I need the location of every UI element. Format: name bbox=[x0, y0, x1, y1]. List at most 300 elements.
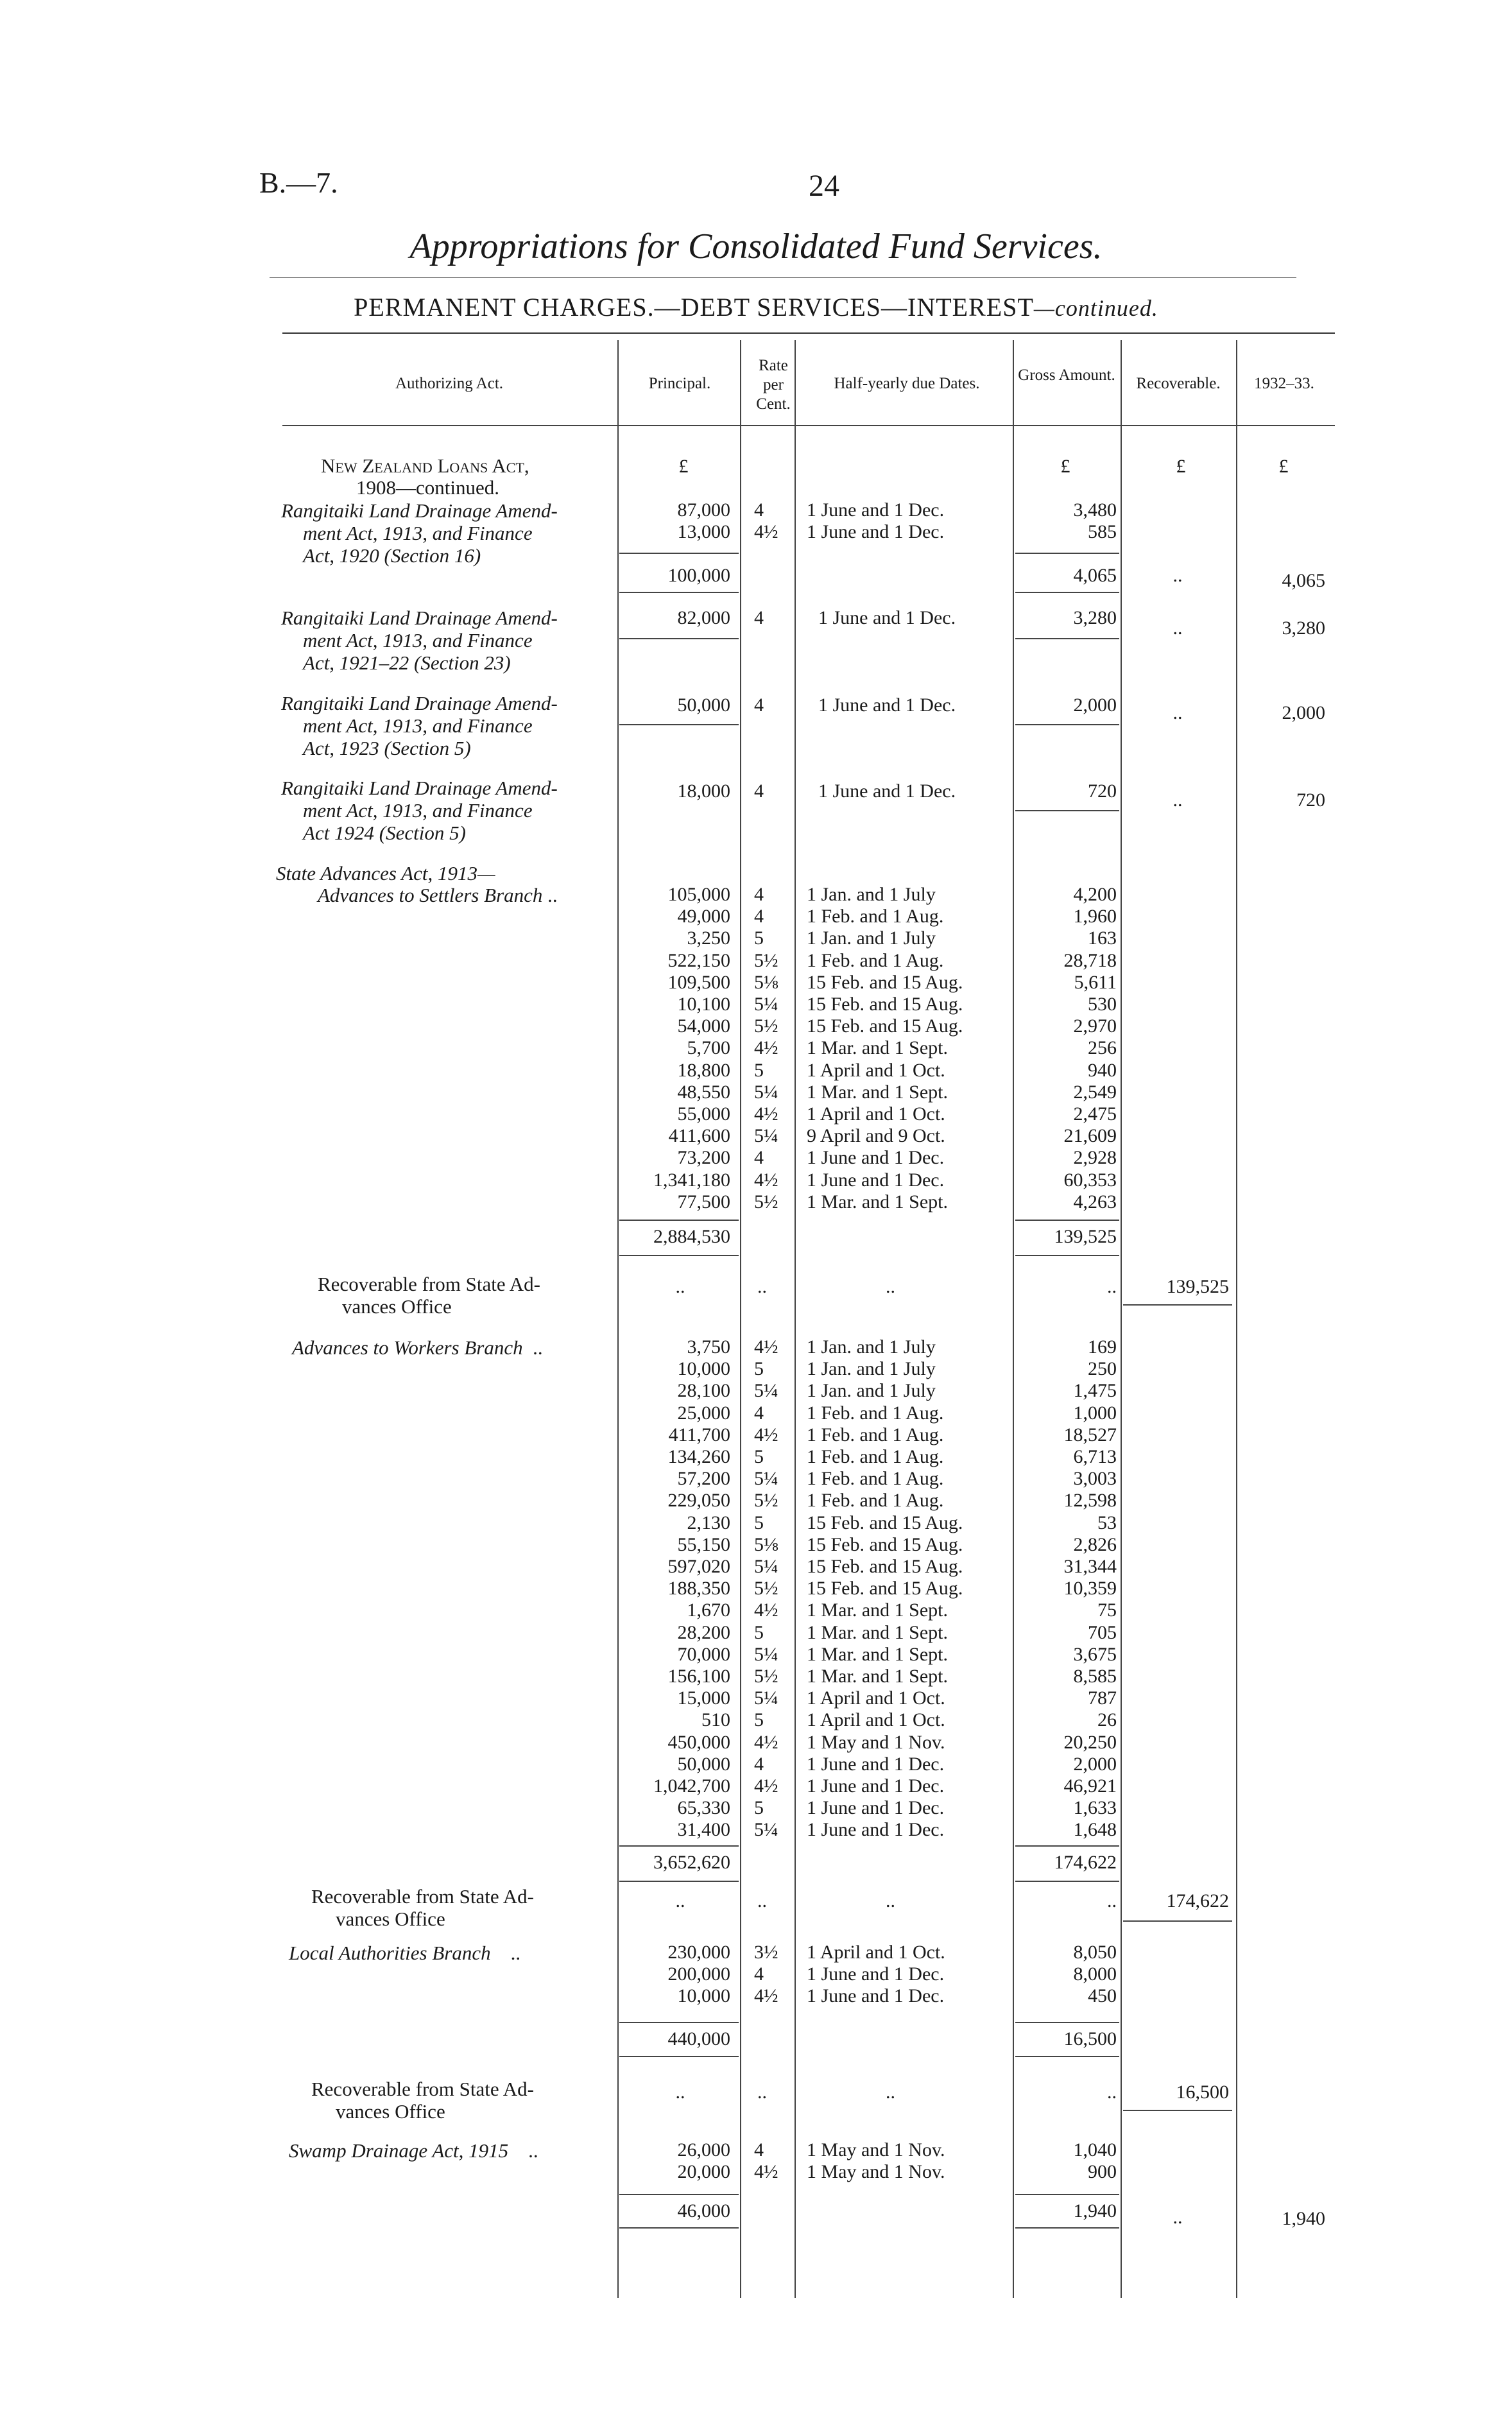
subtotal-rule bbox=[619, 553, 739, 554]
gross-amount: 75 bbox=[1097, 1600, 1117, 1621]
gross-amount: 1,648 bbox=[1073, 1819, 1117, 1841]
gross-amount: 8,585 bbox=[1073, 1666, 1117, 1687]
workers-branch-text: Advances to Workers Branch bbox=[292, 1336, 523, 1359]
due-dates: 1 April and 1 Oct. bbox=[807, 1103, 945, 1125]
gross-amount: 1,633 bbox=[1073, 1797, 1117, 1819]
dates-dots: .. bbox=[886, 1890, 895, 1911]
table-row bbox=[0, 1963, 1512, 1985]
principal: 55,150 bbox=[677, 1533, 730, 1555]
table-row bbox=[0, 1402, 1512, 1424]
principal-dots: .. bbox=[675, 1890, 685, 1911]
gross-amount: 3,675 bbox=[1073, 1643, 1117, 1665]
gross-amount: 5,611 bbox=[1074, 971, 1117, 993]
due-dates: 1 Jan. and 1 July bbox=[807, 884, 936, 905]
due-dates: 1 Mar. and 1 Sept. bbox=[807, 1191, 948, 1212]
subtitle-continued: —continued. bbox=[1033, 295, 1158, 321]
rate: 4½ bbox=[754, 1600, 778, 1621]
rate: 5 bbox=[754, 1446, 764, 1467]
principal: 50,000 bbox=[677, 1753, 730, 1775]
currency-recoverable: £ bbox=[1176, 456, 1186, 477]
subtotal-rule bbox=[1015, 553, 1119, 554]
gross-amount: 720 bbox=[1088, 780, 1117, 802]
due-dates: 1 Jan. and 1 July bbox=[807, 1336, 936, 1358]
principal: 49,000 bbox=[677, 906, 730, 927]
label-line: Rangitaiki Land Drainage Amend- bbox=[281, 692, 558, 714]
due-dates: 1 Feb. and 1 Aug. bbox=[807, 949, 944, 971]
due-dates: 1 Jan. and 1 July bbox=[807, 927, 936, 949]
gross-amount: 250 bbox=[1088, 1358, 1117, 1380]
gross-amount: 2,475 bbox=[1073, 1103, 1117, 1125]
table-row bbox=[0, 1622, 1512, 1644]
principal: 73,200 bbox=[677, 1147, 730, 1169]
rate: 5¼ bbox=[754, 1819, 778, 1841]
dates-dots: .. bbox=[886, 2082, 895, 2103]
gross-amount: 2,928 bbox=[1073, 1147, 1117, 1169]
gross-amount: 787 bbox=[1088, 1687, 1117, 1709]
principal: 18,800 bbox=[677, 1059, 730, 1081]
rate: 5 bbox=[754, 927, 764, 949]
subtotal-rule bbox=[1015, 2056, 1119, 2057]
rangitaiki-1920-total bbox=[0, 565, 1512, 591]
principal: 65,330 bbox=[677, 1797, 730, 1819]
subtotal-rule bbox=[1015, 592, 1119, 593]
col-head-recoverable: Recoverable. bbox=[1136, 375, 1221, 392]
gross-amount: 46,921 bbox=[1063, 1775, 1117, 1797]
due-dates: 15 Feb. and 15 Aug. bbox=[807, 1512, 963, 1533]
table-row bbox=[0, 1424, 1512, 1446]
rate: 4 bbox=[754, 1402, 764, 1424]
table-row bbox=[0, 521, 1512, 543]
table-row bbox=[0, 1709, 1512, 1731]
table-row bbox=[0, 1819, 1512, 1841]
year-amount: 3,280 bbox=[1282, 617, 1325, 639]
table-row bbox=[0, 2139, 1512, 2161]
due-dates: 1 June and 1 Dec. bbox=[818, 607, 956, 628]
table-row bbox=[0, 1775, 1512, 1797]
table-row bbox=[0, 1125, 1512, 1147]
subtotal-rule bbox=[1015, 638, 1119, 639]
gross-amount: 28,718 bbox=[1063, 949, 1117, 971]
due-dates: 1 Feb. and 1 Aug. bbox=[807, 1468, 944, 1490]
gross-amount: 2,826 bbox=[1073, 1533, 1117, 1555]
principal: 10,100 bbox=[677, 994, 730, 1015]
due-dates: 1 June and 1 Dec. bbox=[807, 1147, 945, 1169]
rate: 5½ bbox=[754, 1578, 778, 1600]
rate: 5 bbox=[754, 1797, 764, 1819]
leader-dots: .. bbox=[547, 884, 558, 906]
principal: 188,350 bbox=[667, 1578, 730, 1600]
principal: 18,000 bbox=[677, 780, 730, 802]
due-dates: 1 Jan. and 1 July bbox=[807, 1358, 936, 1380]
page-number: 24 bbox=[809, 169, 839, 203]
rate: 4½ bbox=[754, 521, 778, 542]
principal: 1,341,180 bbox=[653, 1169, 730, 1191]
principal: 31,400 bbox=[677, 1819, 730, 1841]
subtotal-rule bbox=[619, 2022, 739, 2023]
principal: 450,000 bbox=[667, 1731, 730, 1753]
due-dates: 1 June and 1 Dec. bbox=[807, 1775, 945, 1797]
table-row bbox=[0, 1942, 1512, 1963]
gross-amount: 8,000 bbox=[1073, 1963, 1117, 1985]
settlers-total-row bbox=[0, 1226, 1512, 1248]
gross-amount: 585 bbox=[1088, 521, 1117, 542]
subtitle-text: PERMANENT CHARGES.—DEBT SERVICES—INTEREST bbox=[354, 293, 1034, 322]
currency-principal: £ bbox=[678, 456, 689, 477]
table-row bbox=[0, 884, 1512, 906]
gross-amount: 10,359 bbox=[1063, 1578, 1117, 1600]
rate: 5 bbox=[754, 1709, 764, 1731]
gross-amount: 1,475 bbox=[1073, 1380, 1117, 1402]
rate-dots: .. bbox=[757, 1276, 767, 1297]
principal: 156,100 bbox=[667, 1666, 730, 1687]
rate: 5 bbox=[754, 1358, 764, 1380]
principal: 3,250 bbox=[687, 927, 730, 949]
gross-amount: 530 bbox=[1088, 994, 1117, 1015]
principal: 15,000 bbox=[677, 1687, 730, 1709]
settlers-branch-text: Advances to Settlers Branch bbox=[318, 884, 543, 906]
principal: 597,020 bbox=[667, 1556, 730, 1577]
due-dates: 1 June and 1 Dec. bbox=[807, 521, 945, 542]
due-dates: 1 April and 1 Oct. bbox=[807, 1942, 945, 1963]
subtotal-rule bbox=[1015, 1881, 1119, 1882]
nz-loans-act-continued: 1908—continued. bbox=[356, 476, 499, 499]
rate: 5¼ bbox=[754, 1125, 778, 1147]
subtotal-rule bbox=[619, 638, 739, 639]
rate: 4½ bbox=[754, 1424, 778, 1445]
principal: 411,700 bbox=[668, 1424, 730, 1445]
year-amount: 720 bbox=[1296, 789, 1325, 811]
total-gross: 139,525 bbox=[1054, 1226, 1117, 1247]
due-dates: 1 Feb. and 1 Aug. bbox=[807, 906, 944, 927]
principal: 10,000 bbox=[677, 1985, 730, 2006]
label-line: Act, 1920 (Section 16) bbox=[303, 544, 481, 567]
subtotal-rule bbox=[1123, 1920, 1232, 1922]
table-row bbox=[0, 1191, 1512, 1213]
subtotal-rule bbox=[1123, 2110, 1232, 2111]
due-dates: 1 Mar. and 1 Sept. bbox=[807, 1643, 948, 1665]
subtotal-rule bbox=[1015, 1845, 1119, 1847]
principal: 20,000 bbox=[677, 2161, 730, 2182]
due-dates: 1 Mar. and 1 Sept. bbox=[807, 1081, 948, 1103]
gross-amount: 940 bbox=[1088, 1059, 1117, 1081]
due-dates: 1 May and 1 Nov. bbox=[807, 2161, 945, 2182]
leader-dots: .. bbox=[510, 1942, 521, 1964]
table-row bbox=[0, 1797, 1512, 1819]
rate: 5 bbox=[754, 1059, 764, 1081]
table-row bbox=[0, 1512, 1512, 1534]
principal: 77,500 bbox=[677, 1191, 730, 1212]
local-recoverable-row bbox=[0, 2082, 1512, 2103]
table-row bbox=[0, 1468, 1512, 1490]
rate: 4 bbox=[754, 499, 764, 521]
principal: 230,000 bbox=[667, 1942, 730, 1963]
recoverable-amount: 139,525 bbox=[1166, 1276, 1229, 1297]
gross-amount: 1,040 bbox=[1073, 2139, 1117, 2160]
rate: 4½ bbox=[754, 1103, 778, 1125]
principal: 82,000 bbox=[677, 607, 730, 628]
rate: 5½ bbox=[754, 1015, 778, 1037]
rate: 5¼ bbox=[754, 1380, 778, 1402]
principal: 87,000 bbox=[677, 499, 730, 521]
col-head-rate: Rate per Cent. bbox=[756, 357, 791, 413]
principal: 109,500 bbox=[667, 971, 730, 993]
rate: 5½ bbox=[754, 949, 778, 971]
total-gross: 16,500 bbox=[1063, 2028, 1117, 2049]
workers-total-row bbox=[0, 1852, 1512, 1874]
table-row bbox=[0, 1358, 1512, 1380]
table-row bbox=[0, 1600, 1512, 1621]
total-year: 1,940 bbox=[1282, 2208, 1325, 2229]
label-line: Recoverable from State Ad- bbox=[318, 1273, 540, 1295]
rate: 4½ bbox=[754, 1985, 778, 2006]
page-title: Appropriations for Consolidated Fund Services. bbox=[409, 227, 1103, 266]
principal: 2,130 bbox=[687, 1512, 730, 1533]
recoverable-amount: 174,622 bbox=[1166, 1890, 1229, 1911]
gross-amount: 169 bbox=[1088, 1336, 1117, 1358]
gross-amount: 900 bbox=[1088, 2161, 1117, 2182]
principal: 411,600 bbox=[668, 1125, 730, 1147]
total-principal: 2,884,530 bbox=[653, 1226, 730, 1247]
local-authorities-text: Local Authorities Branch bbox=[289, 1942, 491, 1964]
due-dates: 1 June and 1 Dec. bbox=[818, 694, 956, 716]
principal: 5,700 bbox=[687, 1037, 730, 1059]
due-dates: 15 Feb. and 15 Aug. bbox=[807, 1533, 963, 1555]
leader-dots: .. bbox=[533, 1336, 543, 1359]
label-line: Rangitaiki Land Drainage Amend- bbox=[281, 607, 558, 629]
subtotal-rule bbox=[1015, 810, 1119, 811]
swamp-drainage-text: Swamp Drainage Act, 1915 bbox=[289, 2139, 509, 2162]
gross-amount: 3,480 bbox=[1073, 499, 1117, 521]
col-head-principal: Principal. bbox=[648, 375, 711, 392]
principal: 522,150 bbox=[667, 949, 730, 971]
table-row bbox=[0, 1687, 1512, 1709]
col-head-year: 1932–33. bbox=[1254, 375, 1314, 392]
due-dates: 1 Mar. and 1 Sept. bbox=[807, 1037, 948, 1059]
gross-amount: 705 bbox=[1088, 1621, 1117, 1643]
rate: 4 bbox=[754, 884, 764, 905]
total-principal: 440,000 bbox=[667, 2028, 730, 2049]
gross-amount: 3,003 bbox=[1073, 1468, 1117, 1490]
gross-amount: 8,050 bbox=[1073, 1942, 1117, 1963]
rate: 5¼ bbox=[754, 1081, 778, 1103]
label-line: Act, 1921–22 (Section 23) bbox=[303, 651, 511, 674]
due-dates: 15 Feb. and 15 Aug. bbox=[807, 1578, 963, 1600]
table-row bbox=[0, 994, 1512, 1015]
gross-amount: 21,609 bbox=[1063, 1125, 1117, 1147]
principal: 70,000 bbox=[677, 1643, 730, 1665]
principal: 1,670 bbox=[687, 1600, 730, 1621]
col-head-authorizing: Authorizing Act. bbox=[395, 375, 504, 392]
subtotal-rule bbox=[1015, 2022, 1119, 2023]
table-row bbox=[0, 1082, 1512, 1103]
label-line: Act, 1923 (Section 5) bbox=[303, 737, 471, 759]
principal: 510 bbox=[701, 1709, 730, 1731]
section-subtitle bbox=[0, 292, 1512, 322]
subtotal-rule bbox=[619, 2227, 739, 2229]
gross-amount: 3,280 bbox=[1073, 607, 1117, 628]
gross-amount: 12,598 bbox=[1063, 1490, 1117, 1512]
table-row bbox=[0, 1985, 1512, 2007]
rate: 5⅛ bbox=[754, 1533, 778, 1555]
col-head-gross: Gross Amount. bbox=[1018, 367, 1115, 384]
due-dates: 15 Feb. and 15 Aug. bbox=[807, 994, 963, 1015]
rate-dots: .. bbox=[757, 1890, 767, 1911]
dates-dots: .. bbox=[886, 1276, 895, 1297]
due-dates: 1 June and 1 Dec. bbox=[807, 1797, 945, 1819]
rate: 4 bbox=[754, 780, 764, 802]
gross-amount: 256 bbox=[1088, 1037, 1117, 1059]
label-line: ment Act, 1913, and Finance bbox=[303, 522, 533, 544]
due-dates: 1 June and 1 Dec. bbox=[807, 1169, 945, 1191]
rate: 4 bbox=[754, 1147, 764, 1169]
document-reference: B.—7. bbox=[259, 166, 338, 199]
gross-dots: .. bbox=[1107, 1890, 1117, 1911]
subtotal-rule bbox=[619, 592, 739, 593]
rate: 5⅛ bbox=[754, 971, 778, 993]
principal: 1,042,700 bbox=[653, 1775, 730, 1797]
gross-amount: 450 bbox=[1088, 1985, 1117, 2006]
total-gross: 1,940 bbox=[1073, 2200, 1117, 2221]
table-row bbox=[0, 1556, 1512, 1578]
due-dates: 15 Feb. and 15 Aug. bbox=[807, 1015, 963, 1037]
rate: 4½ bbox=[754, 2161, 778, 2182]
table-row bbox=[0, 927, 1512, 949]
subtotal-rule bbox=[619, 1881, 739, 1882]
local-total-row bbox=[0, 2028, 1512, 2050]
subtotal-rule bbox=[1015, 2194, 1119, 2195]
gross-amount: 163 bbox=[1088, 927, 1117, 949]
gross-amount: 20,250 bbox=[1063, 1731, 1117, 1753]
principal: 10,000 bbox=[677, 1358, 730, 1380]
table-row bbox=[0, 906, 1512, 927]
due-dates: 1 June and 1 Dec. bbox=[818, 780, 956, 802]
due-dates: 1 Feb. and 1 Aug. bbox=[807, 1424, 944, 1445]
total-principal: 3,652,620 bbox=[653, 1852, 730, 1873]
table-row bbox=[0, 1147, 1512, 1169]
table-row bbox=[0, 950, 1512, 972]
recoverable-dots: .. bbox=[1173, 789, 1183, 811]
gross-amount: 4,200 bbox=[1073, 884, 1117, 905]
rate: 4 bbox=[754, 694, 764, 716]
principal: 48,550 bbox=[677, 1081, 730, 1103]
due-dates: 1 Jan. and 1 July bbox=[807, 1380, 936, 1402]
gross-amount: 4,263 bbox=[1073, 1191, 1117, 1212]
table-row bbox=[0, 1644, 1512, 1666]
rate: 4½ bbox=[754, 1169, 778, 1191]
total-year: 4,065 bbox=[1282, 570, 1325, 591]
gross-amount: 1,960 bbox=[1073, 906, 1117, 927]
rate: 5¼ bbox=[754, 1556, 778, 1577]
label-line: vances Office bbox=[342, 1295, 452, 1318]
label-line: vances Office bbox=[336, 1908, 445, 1930]
table-row bbox=[0, 1732, 1512, 1754]
label-line: ment Act, 1913, and Finance bbox=[303, 799, 533, 822]
principal-dots: .. bbox=[675, 2082, 685, 2103]
header-bottom-rule bbox=[282, 425, 1335, 426]
principal: 50,000 bbox=[677, 694, 730, 716]
label-line: vances Office bbox=[336, 2100, 445, 2123]
due-dates: 1 April and 1 Oct. bbox=[807, 1709, 945, 1731]
total-principal: 100,000 bbox=[667, 565, 730, 586]
table-row bbox=[0, 2161, 1512, 2183]
principal: 55,000 bbox=[677, 1103, 730, 1125]
table-row bbox=[0, 1037, 1512, 1059]
total-principal: 46,000 bbox=[677, 2200, 730, 2221]
gross-amount: 1,000 bbox=[1073, 1402, 1117, 1424]
principal: 229,050 bbox=[667, 1490, 730, 1512]
principal: 200,000 bbox=[667, 1963, 730, 1985]
table-row bbox=[0, 1336, 1512, 1358]
principal: 57,200 bbox=[677, 1468, 730, 1490]
principal: 13,000 bbox=[677, 521, 730, 542]
currency-gross: £ bbox=[1060, 456, 1070, 477]
subtotal-rule bbox=[1015, 1255, 1119, 1256]
due-dates: 1 Mar. and 1 Sept. bbox=[807, 1666, 948, 1687]
rate: 5½ bbox=[754, 1191, 778, 1212]
swamp-total-row bbox=[0, 2200, 1512, 2229]
rate-dots: .. bbox=[757, 2082, 767, 2103]
rate: 4 bbox=[754, 906, 764, 927]
gross-amount: 2,000 bbox=[1073, 694, 1117, 716]
label-line: ment Act, 1913, and Finance bbox=[303, 714, 533, 737]
subtotal-rule bbox=[619, 724, 739, 725]
gross-amount: 26 bbox=[1097, 1709, 1117, 1731]
rate: 5 bbox=[754, 1621, 764, 1643]
principal: 26,000 bbox=[677, 2139, 730, 2160]
due-dates: 1 Mar. and 1 Sept. bbox=[807, 1621, 948, 1643]
principal: 134,260 bbox=[667, 1446, 730, 1467]
workers-recoverable-row bbox=[0, 1890, 1512, 1912]
rate: 5¼ bbox=[754, 1643, 778, 1665]
table-row bbox=[0, 1534, 1512, 1556]
gross-amount: 53 bbox=[1097, 1512, 1117, 1533]
principal-dots: .. bbox=[675, 1276, 685, 1297]
total-gross: 4,065 bbox=[1073, 565, 1117, 586]
due-dates: 1 Mar. and 1 Sept. bbox=[807, 1600, 948, 1621]
subtotal-rule bbox=[619, 2194, 739, 2195]
table-row bbox=[0, 1015, 1512, 1037]
due-dates: 1 June and 1 Dec. bbox=[807, 1985, 945, 2006]
due-dates: 1 April and 1 Oct. bbox=[807, 1059, 945, 1081]
table-row bbox=[0, 1103, 1512, 1125]
rate: 5¼ bbox=[754, 1468, 778, 1490]
recoverable-dots: .. bbox=[1173, 702, 1183, 723]
due-dates: 1 May and 1 Nov. bbox=[807, 1731, 945, 1753]
principal: 25,000 bbox=[677, 1402, 730, 1424]
rate: 3½ bbox=[754, 1942, 778, 1963]
table-row bbox=[0, 1578, 1512, 1600]
rate: 5 bbox=[754, 1512, 764, 1533]
due-dates: 1 Feb. and 1 Aug. bbox=[807, 1490, 944, 1512]
subtotal-rule bbox=[1015, 724, 1119, 725]
due-dates: 9 April and 9 Oct. bbox=[807, 1125, 945, 1147]
rate: 4 bbox=[754, 1963, 764, 1985]
due-dates: 1 April and 1 Oct. bbox=[807, 1687, 945, 1709]
rate: 5¼ bbox=[754, 994, 778, 1015]
currency-year: £ bbox=[1278, 456, 1289, 477]
gross-dots: .. bbox=[1107, 2082, 1117, 2103]
due-dates: 1 May and 1 Nov. bbox=[807, 2139, 945, 2160]
gross-amount: 2,000 bbox=[1073, 1753, 1117, 1775]
table-row bbox=[0, 499, 1512, 521]
rate: 4 bbox=[754, 607, 764, 628]
gross-dots: .. bbox=[1107, 1276, 1117, 1297]
rate: 5½ bbox=[754, 1490, 778, 1512]
title-rule bbox=[270, 277, 1296, 278]
subtotal-rule bbox=[1015, 1220, 1119, 1221]
subtotal-rule bbox=[619, 1845, 739, 1847]
table-row bbox=[0, 1169, 1512, 1191]
